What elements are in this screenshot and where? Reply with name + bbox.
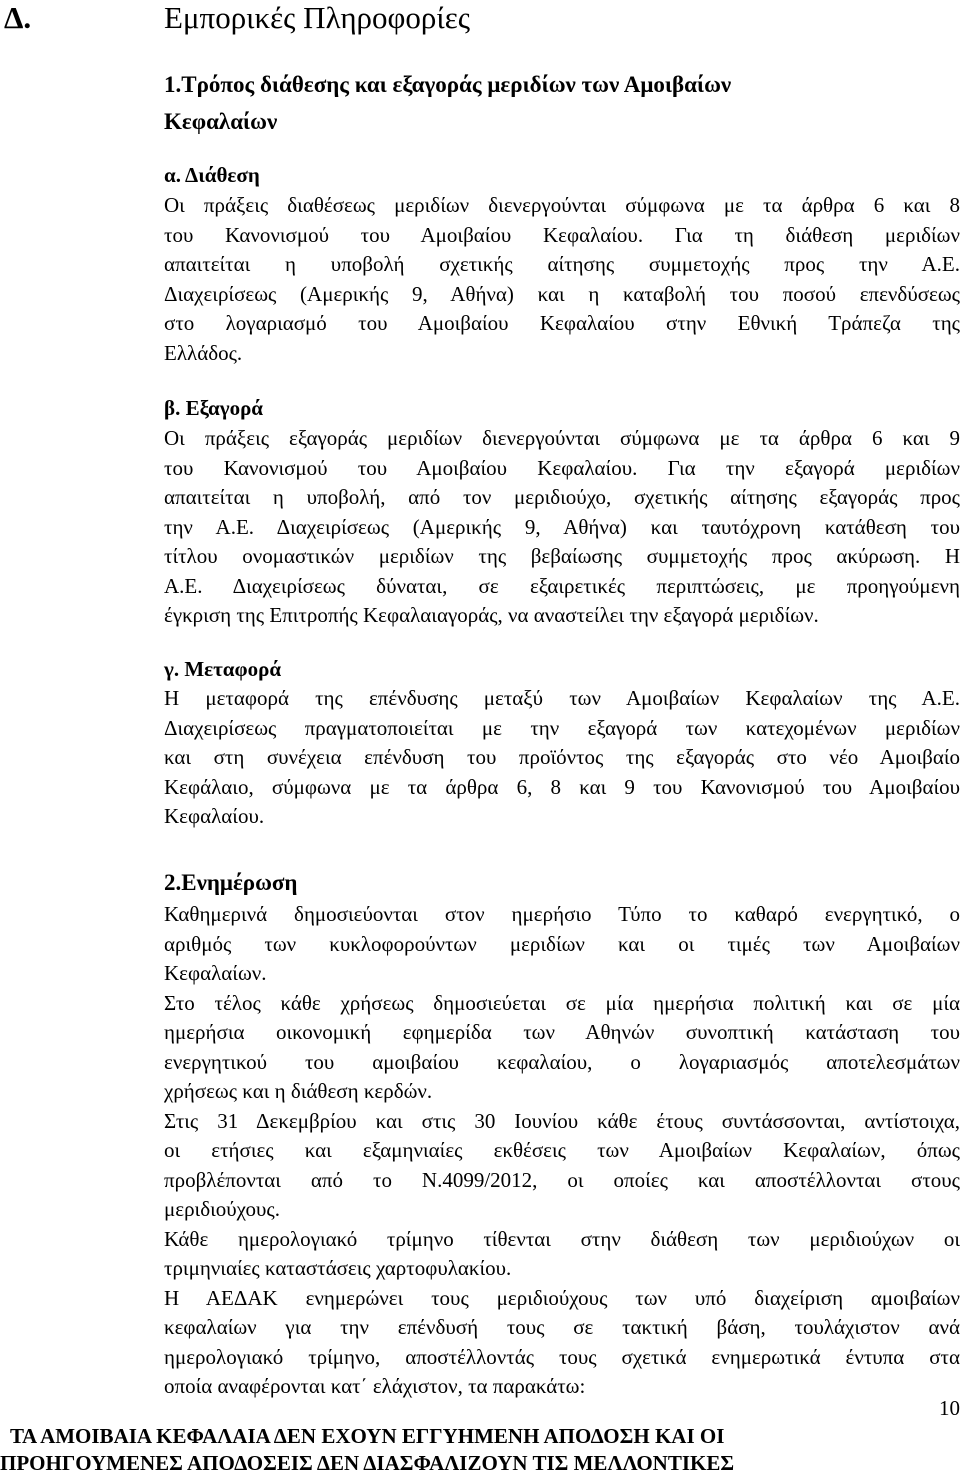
page-number: 10 [939, 1396, 960, 1420]
text-line: ημερολογιακό τρίμηνο, αποστέλλοντάς τους σχετικά ενημερωτικά έντυπα στα [164, 1344, 960, 1369]
text-line: Ελλάδος. [164, 340, 243, 365]
text-line: στο λογαριασμό του Αμοιβαίου Κεφαλαίου στην Εθνική Τράπεζα της [164, 311, 960, 335]
paragraph-distribution [164, 191, 960, 368]
text-line: Κεφαλαίου. [164, 804, 265, 828]
text-line: Διαχειρίσεως πραγματοποιείται με την εξαγορά των κατεχομένων μεριδίων [164, 715, 960, 740]
text-line: του Κανονισμού του Αμοιβαίου Κεφαλαίου. Για την εξαγορά μεριδίων [164, 455, 960, 480]
paragraph-information [164, 900, 960, 1402]
text-line: τίτλου ονομαστικών μεριδίων της βεβαίωσης συμμετοχής προς ακύρωση. Η [164, 544, 960, 568]
text-line: χρήσεως και η διάθεση κερδών. [164, 1079, 433, 1103]
subheading-redemption: β. Εξαγορά [164, 396, 264, 420]
text-line: Κάθε ημερολογιακό τρίμηνο τίθενται στην διάθεση των μεριδιούχων οι [164, 1226, 960, 1251]
text-line: απαιτείται η υποβολή σχετικής αίτησης συμμετοχής προς την Α.Ε. [164, 252, 960, 276]
text-line: ενεργητικού του αμοιβαίου κεφαλαίου, ο λογαριασμός αποτελεσμάτων [164, 1049, 960, 1074]
text-line: κεφαλαίων για την επένδυσή τους σε τακτική βάση, τουλάχιστον ανά [164, 1315, 960, 1339]
text-line: Στις 31 Δεκεμβρίου και στις 30 Ιουνίου κάθε έτους συντάσσονται, αντίστοιχα, [164, 1108, 960, 1133]
text-line: Διαχειρίσεως (Αμερικής 9, Αθήνα) και η καταβολή του ποσού επενδύσεως [164, 281, 960, 306]
section-letter: Δ. [4, 0, 32, 35]
text-line: Α.Ε. Διαχειρίσεως δύναται, σε εξαιρετικές περιπτώσεις, με προηγούμενη [164, 573, 960, 598]
text-line: Στο τέλος κάθε χρήσεως δημοσιεύεται σε μία ημερήσια πολιτική και σε μία [164, 990, 960, 1015]
heading-information: 2.Ενημέρωση [164, 870, 298, 895]
text-line: την Α.Ε. Διαχειρίσεως (Αμερικής 9, Αθήνα) και ταυτόχρονη κατάθεση του [164, 514, 960, 539]
text-line: Η μεταφορά της επένδυσης μεταξύ των Αμοιβαίων Κεφαλαίων της Α.Ε. [164, 686, 960, 710]
paragraph-redemption [164, 424, 960, 631]
subheading-transfer: γ. Μεταφορά [164, 657, 282, 681]
subheading-distribution: α. Διάθεση [164, 163, 260, 187]
heading-line: 1.Τρόπος διάθεσης και εξαγοράς μεριδίων των Αμοιβαίων [164, 72, 732, 97]
text-line: Καθημερινά δημοσιεύονται στον ημερήσιο Τύπο το καθαρό ενεργητικό, ο [164, 902, 960, 926]
paragraph-transfer [164, 684, 960, 832]
footer-disclaimer-line-1: ΤΑ ΑΜΟΙΒΑΙΑ ΚΕΦΑΛΑΙΑ ΔΕΝ ΕΧΟΥΝ ΕΓΓΥΗΜΕΝΗ ΑΠΟΔΟΣΗ ΚΑΙ ΟΙ [10, 1424, 725, 1448]
text-line: έγκριση της Επιτροπής Κεφαλαιαγοράς, να αναστείλει την εξαγορά μεριδίων. [164, 603, 819, 627]
text-line: Κεφαλαίων. [164, 961, 267, 985]
footer-disclaimer-line-2: ΠΡΟΗΓΟΥΜΕΝΕΣ ΑΠΟΔΟΣΕΙΣ ΔΕΝ ΔΙΑΣΦΑΛΙΖΟΥΝ ΤΙΣ ΜΕΛΛΟΝΤΙΚΕΣ [0, 1451, 735, 1475]
heading-distribution-redemption [164, 66, 731, 140]
text-line: οι ετήσιες και εξαμηνιαίες εκθέσεις των Αμοιβαίων Κεφαλαίων, όπως [164, 1138, 960, 1162]
text-line: μεριδιούχους. [164, 1197, 280, 1221]
text-line: Οι πράξεις εξαγοράς μεριδίων διενεργούνται σύμφωνα με τα άρθρα 6 και 9 [164, 426, 960, 450]
text-line: τριμηνιαίες καταστάσεις χαρτοφυλακίου. [164, 1256, 512, 1280]
text-line: αριθμός των κυκλοφορούντων μεριδίων και οι τιμές των Αμοιβαίων [164, 931, 960, 956]
text-line: Κεφάλαιο, σύμφωνα με τα άρθρα 6, 8 και 9 του Κανονισμού του Αμοιβαίου [164, 774, 960, 799]
text-line: Οι πράξεις διαθέσεως μεριδίων διενεργούνται σύμφωνα με τα άρθρα 6 και 8 [164, 193, 960, 217]
text-line: απαιτείται η υποβολή, από τον μεριδιούχο, σχετικής αίτησης εξαγοράς προς [164, 485, 960, 509]
section-title: Εμπορικές Πληροφορίες [164, 0, 471, 35]
text-line: οποία αναφέρονται κατ΄ ελάχιστον, τα παρακάτω: [164, 1374, 586, 1398]
text-line: του Κανονισμού του Αμοιβαίου Κεφαλαίου. Για τη διάθεση μεριδίων [164, 222, 960, 247]
text-line: και στη συνέχεια επένδυση του προϊόντος της εξαγοράς στο νέο Αμοιβαίο [164, 745, 960, 769]
heading-line: Κεφαλαίων [164, 109, 278, 134]
text-line: ημερήσια οικονομική εφημερίδα των Αθηνών συνοπτική κατάσταση του [164, 1020, 960, 1044]
text-line: προβλέπονται από το Ν.4099/2012, οι οποίες και αποστέλλονται στους [164, 1167, 960, 1192]
text-line: Η ΑΕΔΑΚ ενημερώνει τους μεριδιούχους των υπό διαχείριση αμοιβαίων [164, 1285, 960, 1310]
